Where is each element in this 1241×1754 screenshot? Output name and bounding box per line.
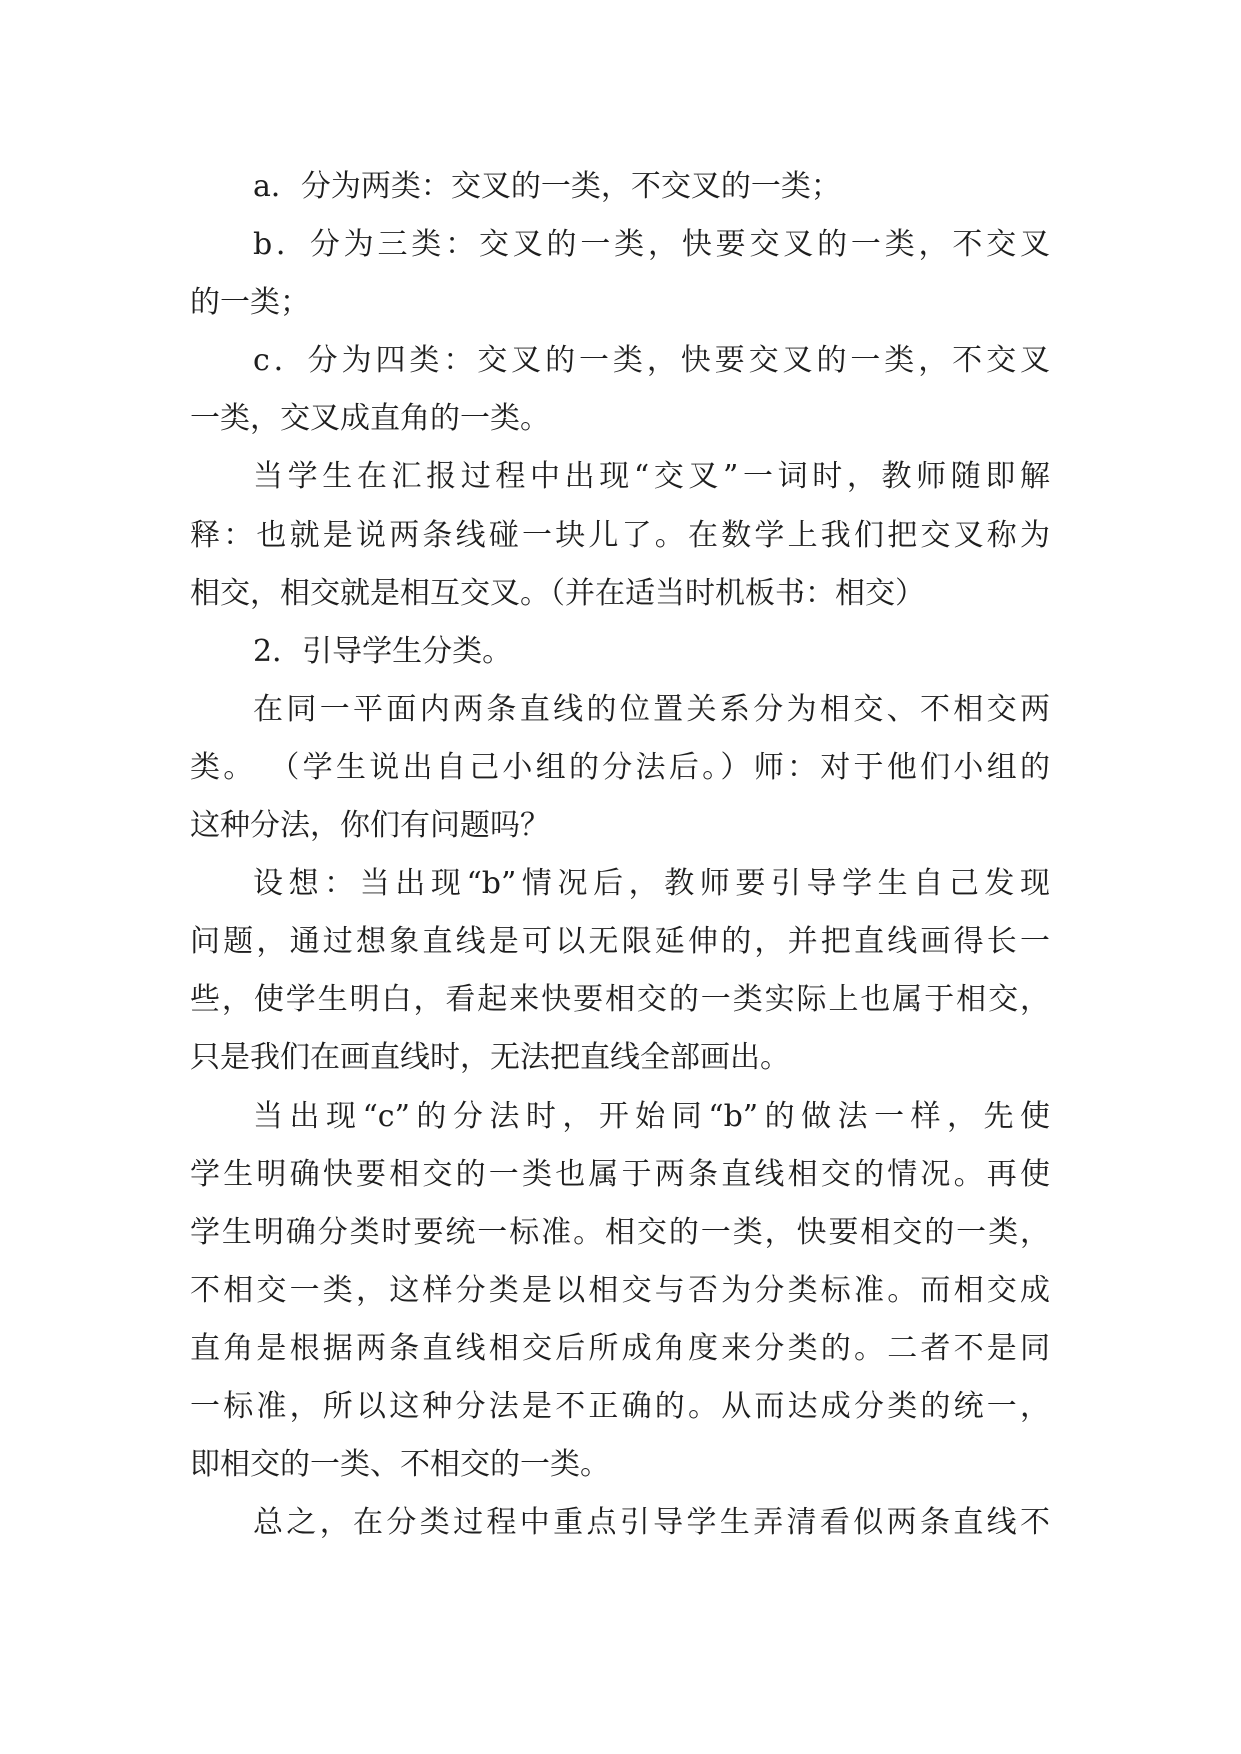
text-line: 即相交的一类、不相交的一类。 — [190, 1447, 610, 1483]
text-line: 的一类； — [190, 285, 310, 321]
paragraph-classification — [190, 681, 1050, 855]
text-line: 在同一平面内两条直线的位置关系分为相交、不相交两 — [253, 691, 1050, 727]
text-line: 只是我们在画直线时，无法把直线全部画出。 — [190, 1040, 790, 1076]
text-line: 相交，相交就是相互交叉。（并在适当时机板书：相交） — [190, 575, 925, 611]
text-line: 释：也就是说两条线碰一块儿了。在数学上我们把交叉称为 — [190, 517, 1050, 553]
text-line: 2．引导学生分类。 — [253, 633, 513, 669]
text-line: 学生明确快要相交的一类也属于两条直线相交的情况。再使 — [190, 1156, 1050, 1192]
text-line: 问题，通过想象直线是可以无限延伸的，并把直线画得长一 — [190, 924, 1050, 960]
text-line: 些，使学生明白，看起来快要相交的一类实际上也属于相交， — [190, 982, 1050, 1018]
paragraph-method-c — [190, 1088, 1050, 1495]
text-line: 直角是根据两条直线相交后所成角度来分类的。二者不是同 — [190, 1330, 1050, 1366]
text-line: 这种分法，你们有问题吗？ — [190, 808, 550, 844]
text-line: a．分为两类：交叉的一类，不交叉的一类； — [253, 169, 841, 204]
text-line: 一类，交叉成直角的一类。 — [190, 401, 550, 437]
paragraph-summary — [190, 1494, 1050, 1552]
paragraph-intersect-explanation — [190, 448, 1050, 622]
text-line: 当学生在汇报过程中出现“交叉”一词时，教师随即解 — [253, 459, 1050, 495]
text-line: 一标准，所以这种分法是不正确的。从而达成分类的统一， — [190, 1388, 1050, 1424]
text-line: 当出现“c”的分法时，开始同“b”的做法一样，先使 — [253, 1098, 1050, 1134]
paragraph-step-2-heading — [190, 623, 1050, 681]
text-line: 设想：当出现“b”情况后，教师要引导学生自己发现 — [253, 866, 1050, 902]
paragraph-assumption-b — [190, 855, 1050, 1087]
paragraph-option-c — [190, 332, 1050, 448]
text-line: b．分为三类：交叉的一类，快要交叉的一类，不交叉 — [253, 227, 1050, 263]
text-line: c．分为四类：交叉的一类，快要交叉的一类，不交叉 — [253, 343, 1050, 379]
paragraph-option-a — [190, 158, 1050, 216]
body-text — [190, 158, 1050, 1552]
text-line: 学生明确分类时要统一标准。相交的一类，快要相交的一类， — [190, 1214, 1050, 1250]
text-line: 不相交一类，这样分类是以相交与否为分类标准。而相交成 — [190, 1272, 1050, 1308]
text-line: 总之，在分类过程中重点引导学生弄清看似两条直线不 — [253, 1505, 1050, 1541]
paragraph-option-b — [190, 216, 1050, 332]
text-line: 类。 （学生说出自己小组的分法后。）师：对于他们小组的 — [190, 749, 1050, 785]
